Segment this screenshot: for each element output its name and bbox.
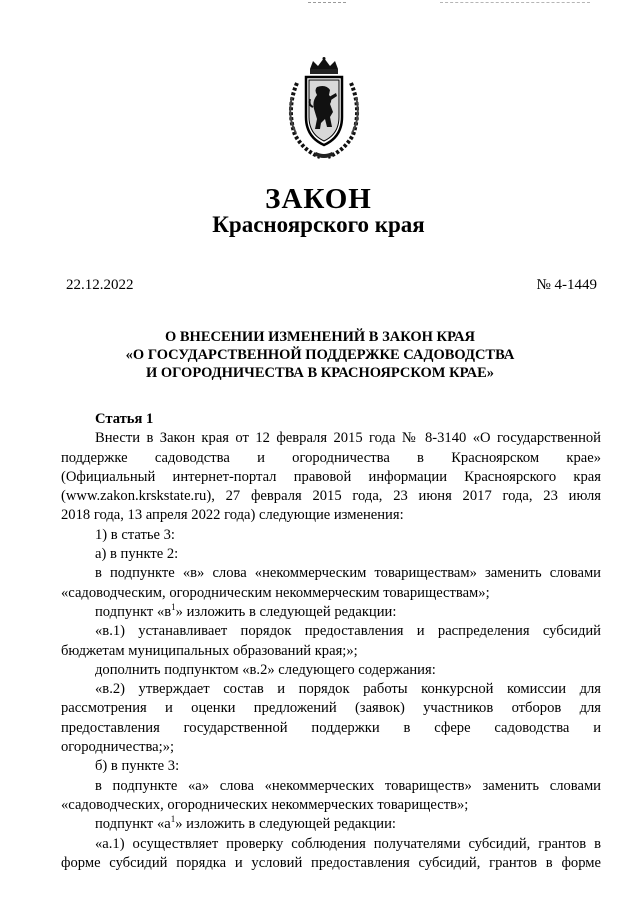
text-span: подпункт «а <box>95 816 171 833</box>
paragraph-line: Внести в Закон края от 12 февраля 2015 года № 8-3140 «О государственной <box>95 430 601 447</box>
paragraph-line: (www.zakon.krskstate.ru), 27 февраля 2015 года, 23 июня 2017 года, 23 июля <box>61 488 601 505</box>
superscript: 1 <box>170 814 176 825</box>
superscript: 1 <box>171 602 176 613</box>
article-body <box>61 410 601 873</box>
law-subtitle: Красноярского края <box>212 212 425 237</box>
heading-line: О ВНЕСЕНИИ ИЗМЕНЕНИЙ В ЗАКОН КРАЯ <box>164 329 476 345</box>
paragraph-line: а) в пункте 2: <box>95 546 179 563</box>
paragraph-line: «в.1) устанавливает порядок предоставления и распределения субсидий <box>95 623 601 640</box>
paragraph-line: бюджетам муниципальных образований края;»; <box>61 642 358 659</box>
law-title: ЗАКОН <box>265 183 372 215</box>
heading-line: «О ГОСУДАРСТВЕННОЙ ПОДДЕРЖКЕ САДОВОДСТВА <box>125 347 515 363</box>
law-number: № 4-1449 <box>536 277 597 293</box>
paragraph-line: предоставления государственной поддержки в сфере садоводства и <box>61 719 601 736</box>
paragraph-line: в подпункте «а» слова «некоммерческих товариществ» заменить словами <box>95 777 601 794</box>
article-title: Статья 1 <box>95 411 154 427</box>
heading-line: И ОГОРОДНИЧЕСТВА В КРАСНОЯРСКОМ КРАЕ» <box>146 365 494 381</box>
paragraph-line: поддержке садоводства и огородничества в Красноярском крае» <box>61 449 601 466</box>
paragraph-line: «садоводческим, огородническим некоммерческим товариществам»; <box>61 584 490 601</box>
text-span: » изложить в следующей редакции: <box>175 816 396 833</box>
paragraph-line: (Официальный интернет-портал правовой информации Красноярского края <box>61 468 601 485</box>
paragraph-line: форме субсидий порядка и условий предоставления субсидий, грантов в форме <box>61 854 601 871</box>
paragraph-line: «а.1) осуществляет проверку соблюдения получателями субсидий, грантов в <box>95 835 601 852</box>
scan-artifact-left <box>308 2 346 3</box>
paragraph-line: б) в пункте 3: <box>95 758 180 775</box>
paragraph-line: «в.2) утверждает состав и порядок работы конкурсной комиссии для <box>95 681 601 698</box>
paragraph-line: 2018 года, 13 апреля 2022 года) следующие изменения: <box>61 507 404 524</box>
krasnoyarsk-coat-of-arms-icon <box>284 57 364 161</box>
law-date: 22.12.2022 <box>66 277 134 293</box>
paragraph-line <box>61 815 601 834</box>
paragraph-line: рассмотрения и оценки предложений (заявок) участников отборов для <box>61 700 601 717</box>
paragraph-line: дополнить подпунктом «в.2» следующего содержания: <box>95 661 436 678</box>
paragraph-line: огородничества;»; <box>61 739 175 756</box>
text-span: подпункт «в <box>95 603 172 620</box>
paragraph-line: 1) в статье 3: <box>95 526 175 543</box>
text-span: » изложить в следующей редакции: <box>175 603 397 620</box>
paragraph-line: «садоводческих, огороднических некоммерческих товариществ»; <box>61 796 469 813</box>
document-heading <box>80 328 560 382</box>
scan-artifact-right <box>440 2 590 3</box>
paragraph-line <box>61 603 601 622</box>
paragraph-line: в подпункте «в» слова «некоммерческим товариществам» заменить словами <box>95 565 601 582</box>
